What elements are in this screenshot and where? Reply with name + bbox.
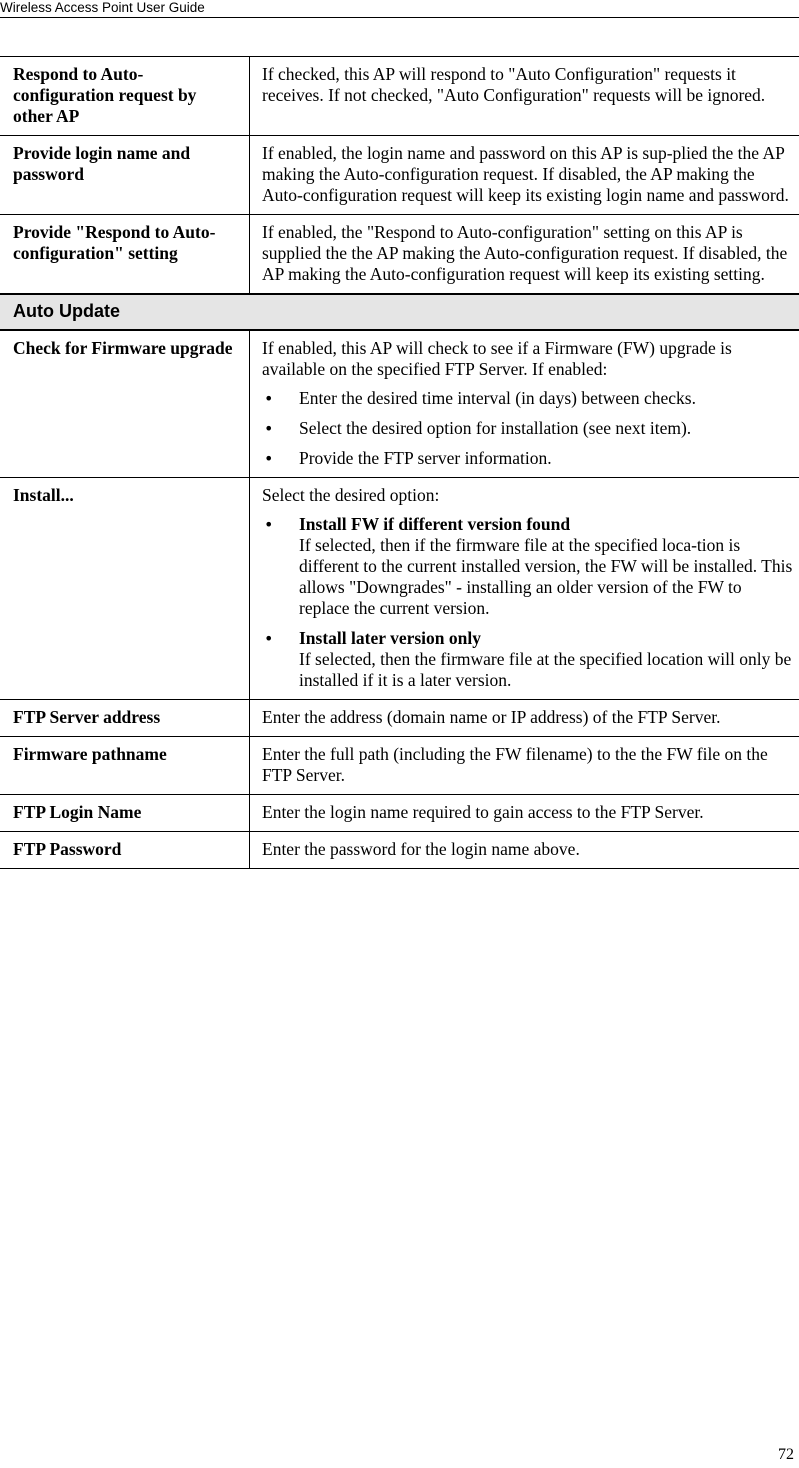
description-cell: If enabled, the "Respond to Auto-configuration" setting on this AP is supplied the the AP making the Auto-configuration request. If disabled, the AP making the Auto-configuration request will keep its existing setting. [250,215,799,295]
list-item: • Enter the desired time interval (in days) between checks. [262,388,795,409]
description-cell: Enter the password for the login name above. [250,832,799,869]
description-cell: Enter the address (domain name or IP address) of the FTP Server. [250,700,799,737]
table-row [0,832,799,869]
header-rule [0,17,799,18]
option-text: If selected, then if the firmware file at the specified loca-tion is different to the current installed version, the FW will be installed. This allows "Downgrades" - installing an older version of the FW to replace the current version. [299,535,793,618]
table-row [0,330,799,478]
table-row [0,136,799,215]
term-cell: Install... [0,478,250,700]
section-header-row [0,294,799,330]
description-intro: Select the desired option: [262,485,440,505]
description-cell: Enter the login name required to gain access to the FTP Server. [250,795,799,832]
option-title: • Install FW if different version found [299,514,571,534]
description-intro: If enabled, this AP will check to see if a Firmware (FW) upgrade is available on the specified FTP Server. If enabled: [262,338,732,379]
running-header: Wireless Access Point User Guide [0,0,205,15]
list-item [262,514,795,619]
term-cell: FTP Password [0,832,250,869]
term-cell: Firmware pathname [0,737,250,795]
list-item [262,628,795,691]
term-cell: FTP Server address [0,700,250,737]
table-row [0,215,799,295]
option-list [262,514,795,691]
list-item: • Select the desired option for installation (see next item). [262,418,795,439]
term-cell: Respond to Auto-configuration request by other AP [0,57,250,136]
description-cell [250,478,799,700]
page-number: 72 [778,1446,794,1463]
section-title: Auto Update [0,294,799,330]
description-cell: If enabled, the login name and password on this AP is sup-plied the the AP making the Auto-configuration request. If disabled, the AP making the Auto-configuration request will keep its existing login name and password. [250,136,799,215]
bullet-list [262,388,795,469]
table-row [0,700,799,737]
table-row [0,478,799,700]
list-item: • Provide the FTP server information. [262,448,795,469]
settings-table [0,56,799,869]
description-cell: Enter the full path (including the FW filename) to the the FW file on the FTP Server. [250,737,799,795]
term-cell: Provide login name and password [0,136,250,215]
table-row [0,795,799,832]
table-row [0,57,799,136]
description-cell: If checked, this AP will respond to "Auto Configuration" requests it receives. If not checked, "Auto Configuration" requests will be ignored. [250,57,799,136]
term-cell: FTP Login Name [0,795,250,832]
description-cell [250,330,799,478]
option-title: • Install later version only [299,628,481,648]
term-cell: Check for Firmware upgrade [0,330,250,478]
option-text: If selected, then the firmware file at the specified location will only be installed if it is a later version. [299,649,792,690]
term-cell: Provide "Respond to Auto-configuration" setting [0,215,250,295]
table-row [0,737,799,795]
